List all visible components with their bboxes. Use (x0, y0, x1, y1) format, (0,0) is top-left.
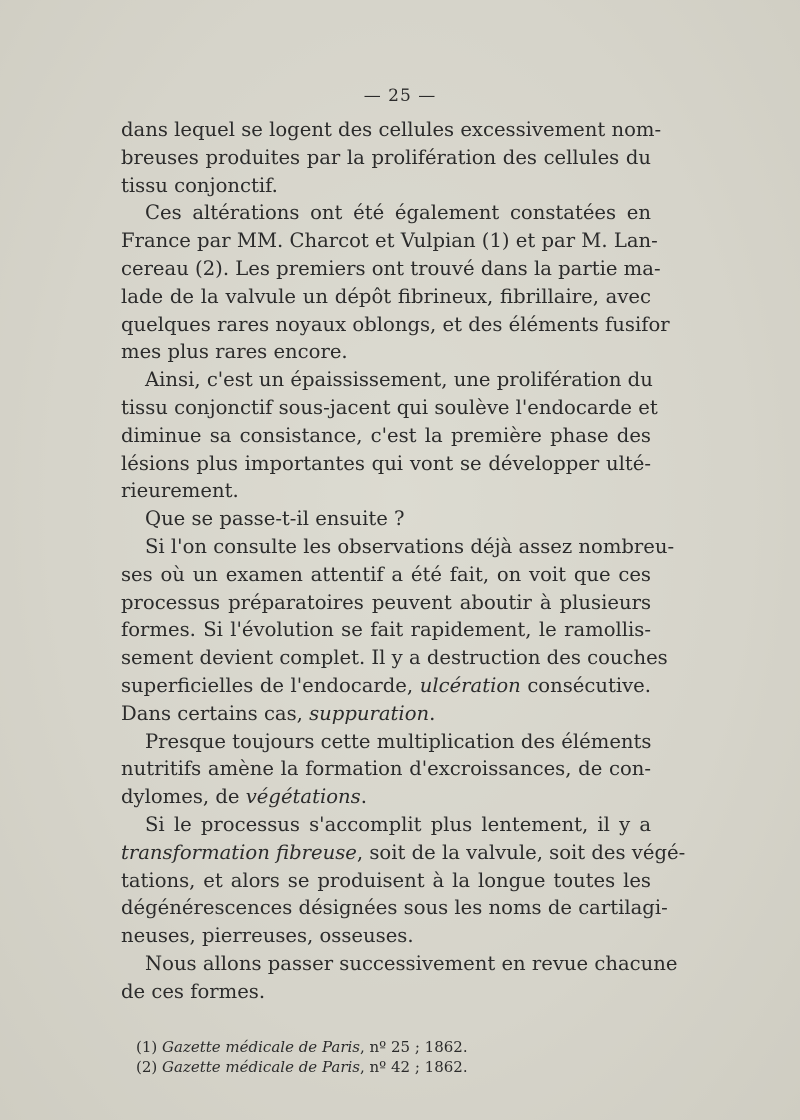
text-line: nutritifs amène la formation d'excroissances, de con- (121, 757, 651, 781)
text-line: Ainsi, c'est un épaississement, une prolifération du (145, 368, 653, 392)
text-line: tissu conjonctif. (121, 173, 278, 197)
text-line: ses où un examen attentif a été fait, on voit que ces (121, 562, 651, 586)
text-line: Nous allons passer successivement en revue chacune (145, 951, 678, 975)
text-line: formes. Si l'évolution se fait rapidement, le ramollis- (121, 618, 651, 642)
text-line: processus préparatoires peuvent aboutir à plusieurs (121, 590, 651, 614)
footnote-source: Gazette médicale de Paris (162, 1058, 360, 1076)
text-line: Presque toujours cette multiplication des éléments (145, 729, 652, 753)
text-line: dylomes, de végétations. (121, 785, 367, 809)
footnote-mark: (2) (136, 1058, 163, 1076)
text-line: Ces altérations ont été également constatées en (145, 201, 651, 225)
text-line: transformation fibreuse, soit de la valvule, soit des végé- (121, 840, 686, 864)
text-line: Si l'on consulte les observations déjà assez nombreu- (145, 534, 675, 558)
text-line: Si le processus s'accomplit plus lentement, il y a (145, 812, 651, 836)
page-number: — 25 — (363, 86, 437, 106)
text-line: lésions plus importantes qui vont se développer ulté- (121, 451, 651, 475)
text-line: superficielles de l'endocarde, ulcération consécutive. (121, 673, 651, 697)
text-line: Dans certains cas, suppuration. (121, 701, 436, 725)
text-line: breuses produites par la prolifération des cellules du (121, 145, 651, 169)
text-line: dans lequel se logent des cellules excessivement nom- (121, 118, 662, 141)
text-line: sement devient complet. Il y a destruction des couches (121, 646, 668, 670)
body-text (121, 116, 686, 1006)
footnotes (136, 1037, 466, 1077)
text-line: France par MM. Charcot et Vulpian (1) et par M. Lan- (121, 229, 658, 253)
text-line: mes plus rares encore. (121, 340, 348, 364)
footnote (136, 1057, 466, 1077)
text-line: rieurement. (121, 479, 239, 503)
text-line: tations, et alors se produisent à la longue toutes les (121, 868, 651, 892)
text-line: neuses, pierreuses, osseuses. (121, 924, 414, 948)
footnote-details: , nº 25 ; 1862. (359, 1038, 468, 1056)
text-line: cereau (2). Les premiers ont trouvé dans la partie ma- (121, 256, 661, 280)
footnote (136, 1037, 466, 1057)
text-line: quelques rares noyaux oblongs, et des éléments fusifor (121, 312, 670, 336)
text-line: diminue sa consistance, c'est la première phase des (121, 423, 651, 447)
text-line: tissu conjonctif sous-jacent qui soulève l'endocarde et (121, 395, 658, 419)
footnote-mark: (1) (136, 1038, 163, 1056)
footnote-source: Gazette médicale de Paris (162, 1038, 360, 1056)
text-line: dégénérescences désignées sous les noms de cartilagi- (121, 896, 668, 920)
text-line: Que se passe-t-il ensuite ? (145, 507, 405, 531)
text-line: de ces formes. (121, 979, 266, 1003)
text-line: lade de la valvule un dépôt fibrineux, fibrillaire, avec (121, 284, 651, 308)
footnote-details: , nº 42 ; 1862. (359, 1058, 468, 1076)
